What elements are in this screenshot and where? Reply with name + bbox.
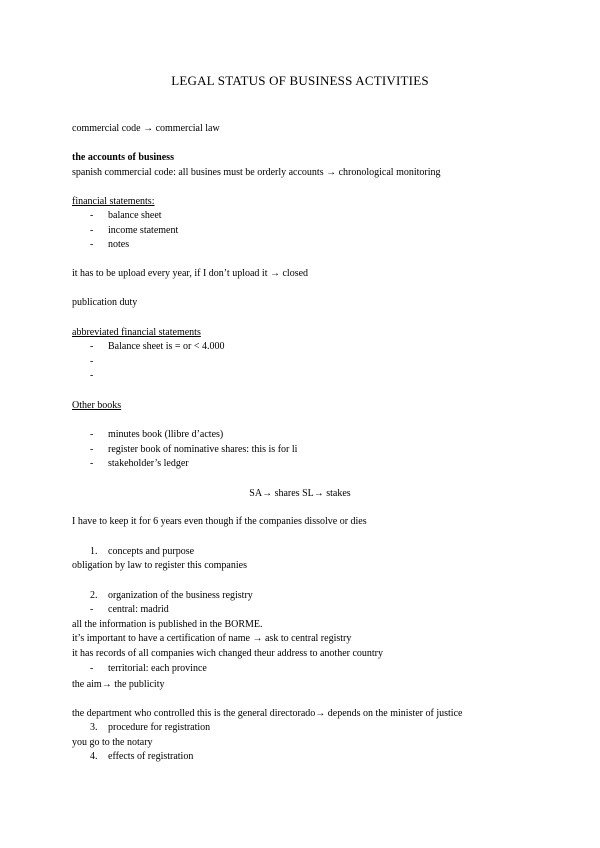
section-4: 4. effects of registration: [90, 751, 194, 762]
list-item: -: [90, 356, 94, 367]
list-item: - minutes book (llibre d’actes): [90, 429, 224, 440]
list-item: - stakeholder’s ledger: [90, 458, 189, 469]
list-item: -: [90, 370, 94, 381]
upload-text: it has to be upload every year, if I don’t upload it → closed: [72, 268, 309, 279]
keep-text: I have to keep it for 6 years even though if the companies dissolve or dies: [72, 516, 367, 527]
publication-duty: publication duty: [72, 297, 138, 308]
section-1: 1. concepts and purpose: [90, 546, 195, 557]
accounts-text: spanish commercial code: all busines must be orderly accounts → chronological monitoring: [72, 167, 441, 178]
list-item: - territorial: each province: [90, 663, 207, 674]
section-1-text: obligation by law to register this companies: [72, 560, 247, 571]
list-item: - income statement: [90, 225, 179, 236]
borme-text: all the information is published in the BORME.: [72, 619, 263, 630]
list-item: - central: madrid: [90, 604, 169, 615]
certification-text: it’s important to have a certification of name → ask to central registry: [72, 633, 352, 644]
commercial-code-line: commercial code → commercial law: [72, 123, 220, 134]
list-item: - notes: [90, 239, 130, 250]
other-books-heading: Other books: [72, 400, 122, 411]
section-3: 3. procedure for registration: [90, 722, 211, 733]
financial-statements-heading: financial statements:: [72, 196, 155, 207]
list-item: - register book of nominative shares: this is for li: [90, 444, 298, 455]
notary-text: you go to the notary: [72, 737, 153, 748]
aim-text: the aim→ the publicity: [72, 679, 165, 690]
section-2: 2. organization of the business registry: [90, 590, 253, 601]
sa-sl-line: SA→ shares SL→ stakes: [249, 488, 351, 499]
list-item: - Balance sheet is = or < 4.000: [90, 341, 225, 352]
accounts-heading: the accounts of business: [72, 152, 174, 163]
list-item: - balance sheet: [90, 210, 162, 221]
department-text: the department who controlled this is the general directorado→ depends on the minister of justice: [72, 708, 463, 719]
abbreviated-heading: abbreviated financial statements: [72, 327, 201, 338]
page-title: LEGAL STATUS OF BUSINESS ACTIVITIES: [171, 73, 429, 88]
records-text: it has records of all companies wich changed theur address to another country: [72, 648, 384, 659]
